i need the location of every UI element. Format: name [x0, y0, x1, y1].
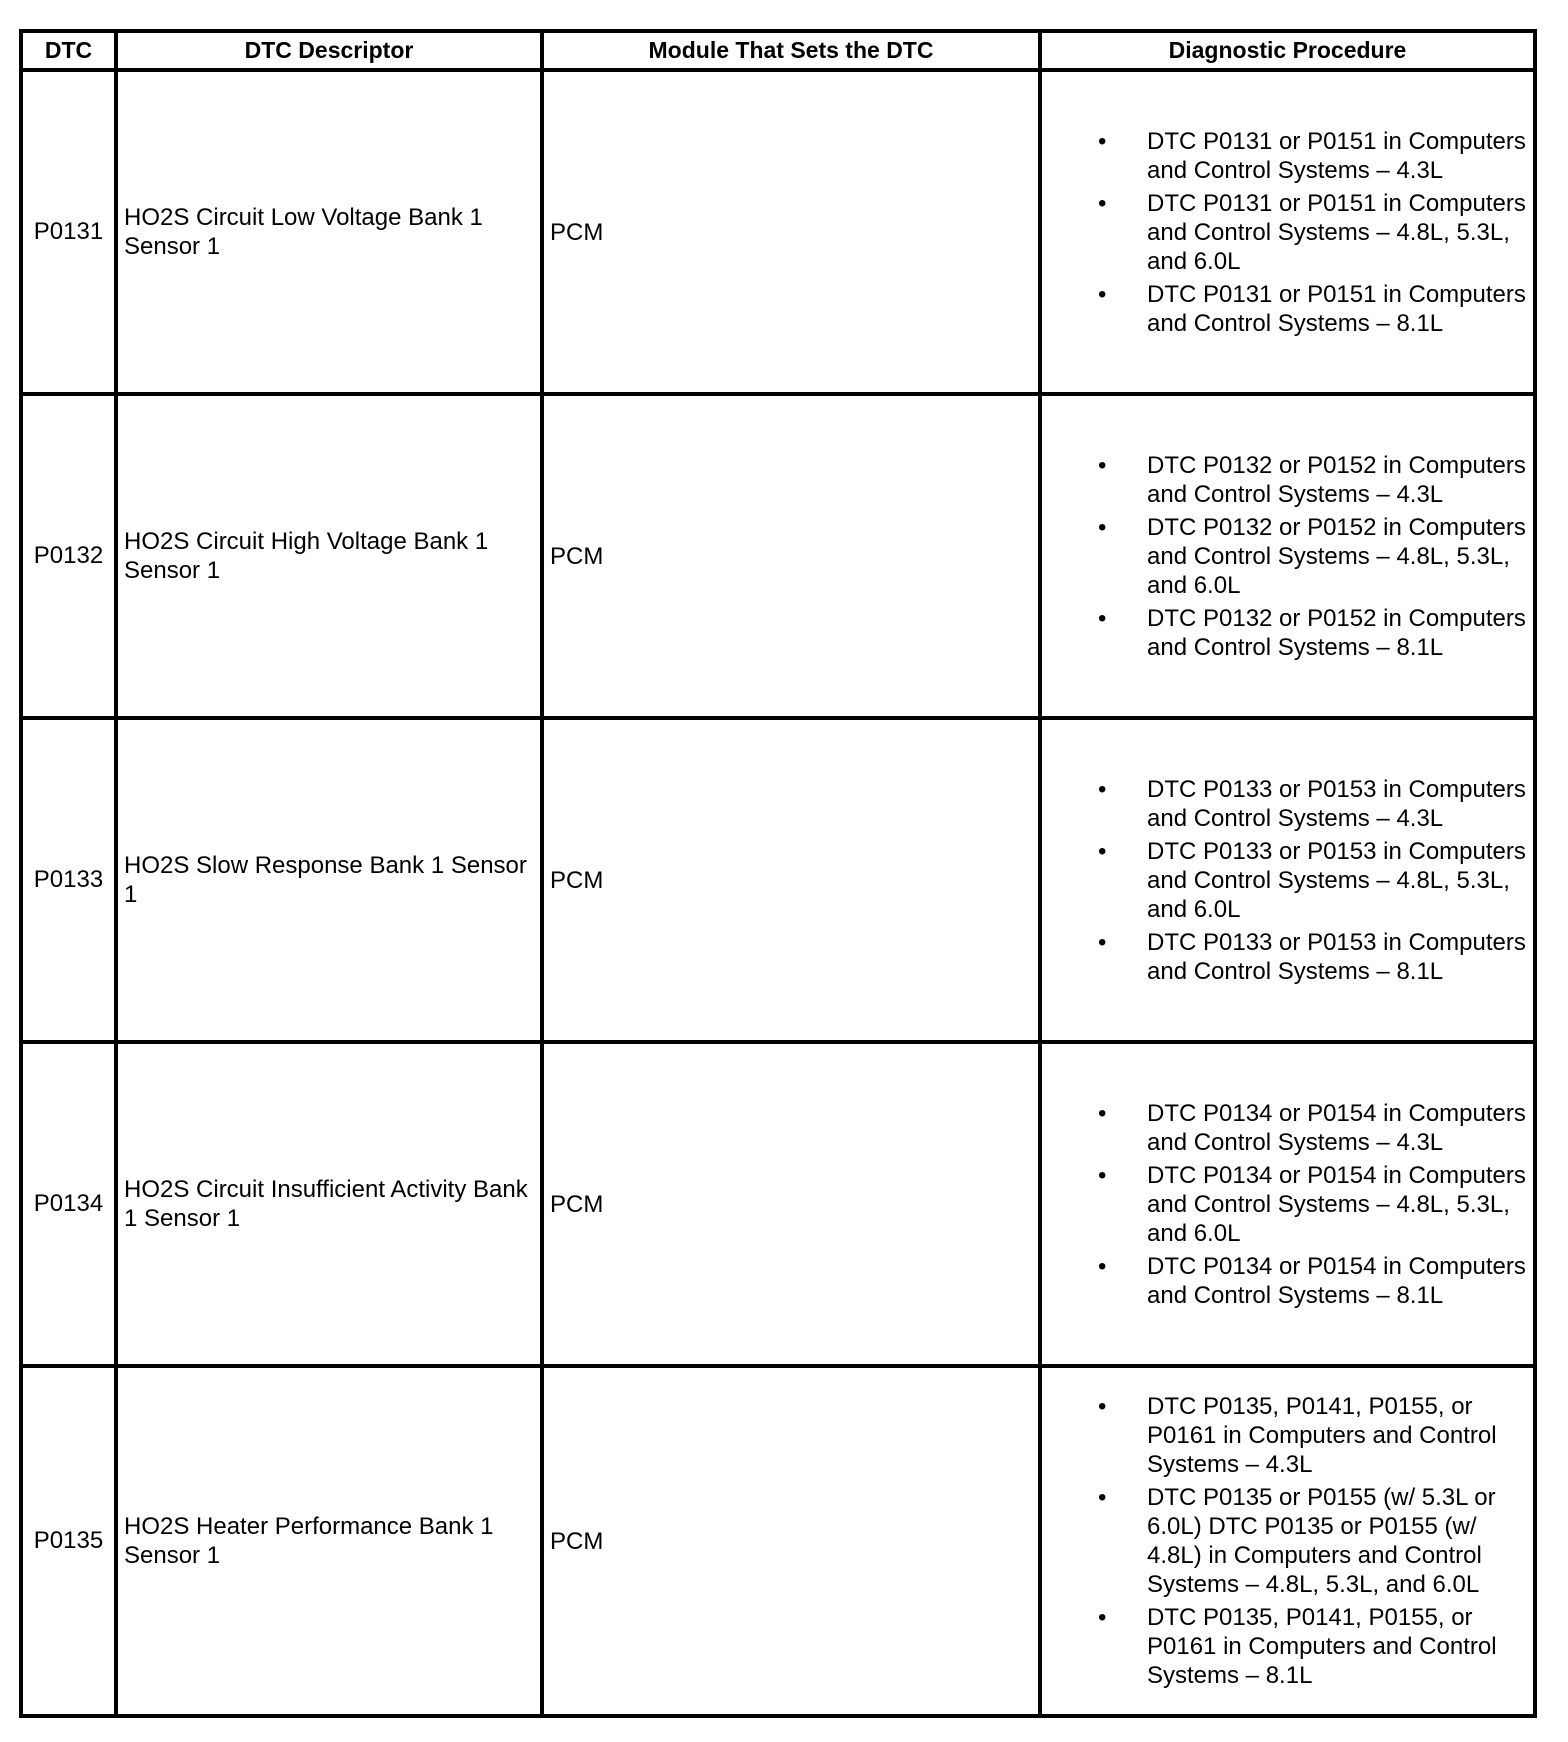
procedure-item	[1042, 1099, 1527, 1157]
table-row	[21, 1366, 1535, 1716]
dtc-code: P0131	[21, 70, 116, 394]
procedure-link[interactable]: DTC P0135, P0141, P0155, or P0161 in Computers and Control Systems – 4.3L	[1147, 1393, 1497, 1478]
table-row	[21, 394, 1535, 718]
dtc-module: PCM	[542, 718, 1040, 1042]
procedure-link[interactable]: DTC P0133 or P0153 in Computers and Control Systems – 4.8L, 5.3L, and 6.0L	[1147, 837, 1526, 923]
dtc-descriptor: HO2S Circuit High Voltage Bank 1 Sensor 1	[116, 394, 542, 718]
dtc-code: P0134	[21, 1042, 116, 1366]
procedure-link[interactable]: DTC P0134 or P0154 in Computers and Control Systems – 4.3L	[1147, 1099, 1526, 1156]
diagnostic-procedure	[1040, 394, 1535, 718]
dtc-code: P0133	[21, 718, 116, 1042]
bullet-icon: •	[1098, 604, 1107, 632]
procedure-link[interactable]: DTC P0133 or P0153 in Computers and Control Systems – 8.1L	[1147, 928, 1526, 985]
bullet-icon: •	[1098, 1099, 1107, 1127]
procedure-link[interactable]: DTC P0135, P0141, P0155, or P0161 in Computers and Control Systems – 8.1L	[1147, 1604, 1497, 1689]
dtc-code: P0135	[21, 1366, 116, 1716]
bullet-icon: •	[1098, 928, 1107, 956]
bullet-icon: •	[1098, 1252, 1107, 1280]
table-row	[21, 718, 1535, 1042]
bullet-icon: •	[1098, 127, 1107, 155]
dtc-module: PCM	[542, 70, 1040, 394]
procedure-list	[1042, 451, 1533, 662]
dtc-module: PCM	[542, 1042, 1040, 1366]
bullet-icon: •	[1098, 451, 1107, 479]
table-row	[21, 70, 1535, 394]
bullet-icon: •	[1098, 1393, 1107, 1420]
procedure-item	[1042, 1483, 1527, 1599]
procedure-item	[1042, 189, 1527, 276]
procedure-item	[1042, 837, 1527, 924]
procedure-link[interactable]: DTC P0131 or P0151 in Computers and Control Systems – 8.1L	[1147, 280, 1526, 337]
procedure-link[interactable]: DTC P0131 or P0151 in Computers and Control Systems – 4.8L, 5.3L, and 6.0L	[1147, 189, 1526, 275]
procedure-list	[1042, 1392, 1533, 1690]
bullet-icon: •	[1098, 775, 1107, 803]
procedure-item	[1042, 451, 1527, 509]
dtc-table	[19, 29, 1537, 1718]
bullet-icon: •	[1098, 1484, 1107, 1511]
table-row	[21, 1042, 1535, 1366]
dtc-module: PCM	[542, 1366, 1040, 1716]
dtc-module: PCM	[542, 394, 1040, 718]
dtc-descriptor: HO2S Circuit Insufficient Activity Bank 1 Sensor 1	[116, 1042, 542, 1366]
procedure-list	[1042, 1099, 1533, 1310]
procedure-item	[1042, 1161, 1527, 1248]
header-procedure: Diagnostic Procedure	[1040, 31, 1535, 70]
procedure-link[interactable]: DTC P0134 or P0154 in Computers and Control Systems – 4.8L, 5.3L, and 6.0L	[1147, 1161, 1526, 1247]
procedure-item	[1042, 1603, 1527, 1690]
bullet-icon: •	[1098, 837, 1107, 865]
bullet-icon: •	[1098, 189, 1107, 217]
bullet-icon: •	[1098, 1604, 1107, 1631]
dtc-descriptor: HO2S Heater Performance Bank 1 Sensor 1	[116, 1366, 542, 1716]
procedure-list	[1042, 775, 1533, 986]
procedure-list	[1042, 127, 1533, 338]
procedure-link[interactable]: DTC P0134 or P0154 in Computers and Control Systems – 8.1L	[1147, 1252, 1526, 1309]
diagnostic-procedure	[1040, 718, 1535, 1042]
dtc-code: P0132	[21, 394, 116, 718]
procedure-item	[1042, 513, 1527, 600]
diagnostic-procedure	[1040, 1042, 1535, 1366]
dtc-descriptor: HO2S Slow Response Bank 1 Sensor 1	[116, 718, 542, 1042]
table-header-row	[21, 31, 1535, 70]
procedure-link[interactable]: DTC P0132 or P0152 in Computers and Control Systems – 8.1L	[1147, 604, 1526, 661]
procedure-item	[1042, 775, 1527, 833]
procedure-item	[1042, 127, 1527, 185]
bullet-icon: •	[1098, 1161, 1107, 1189]
procedure-item	[1042, 604, 1527, 662]
procedure-link[interactable]: DTC P0132 or P0152 in Computers and Control Systems – 4.8L, 5.3L, and 6.0L	[1147, 513, 1526, 599]
procedure-item	[1042, 928, 1527, 986]
bullet-icon: •	[1098, 513, 1107, 541]
bullet-icon: •	[1098, 280, 1107, 308]
diagnostic-procedure	[1040, 1366, 1535, 1716]
procedure-link[interactable]: DTC P0131 or P0151 in Computers and Control Systems – 4.3L	[1147, 127, 1526, 184]
header-module: Module That Sets the DTC	[542, 31, 1040, 70]
procedure-item	[1042, 1252, 1527, 1310]
procedure-item	[1042, 1392, 1527, 1479]
dtc-descriptor: HO2S Circuit Low Voltage Bank 1 Sensor 1	[116, 70, 542, 394]
procedure-link[interactable]: DTC P0135 or P0155 (w/ 5.3L or 6.0L) DTC P0135 or P0155 (w/ 4.8L) in Computers and Control Systems – 4.8L, 5.3L, and 6.0L	[1147, 1484, 1496, 1598]
diagnostic-procedure	[1040, 70, 1535, 394]
procedure-link[interactable]: DTC P0133 or P0153 in Computers and Control Systems – 4.3L	[1147, 775, 1526, 832]
header-dtc: DTC	[21, 31, 116, 70]
procedure-link[interactable]: DTC P0132 or P0152 in Computers and Control Systems – 4.3L	[1147, 451, 1526, 508]
procedure-item	[1042, 280, 1527, 338]
header-descriptor: DTC Descriptor	[116, 31, 542, 70]
